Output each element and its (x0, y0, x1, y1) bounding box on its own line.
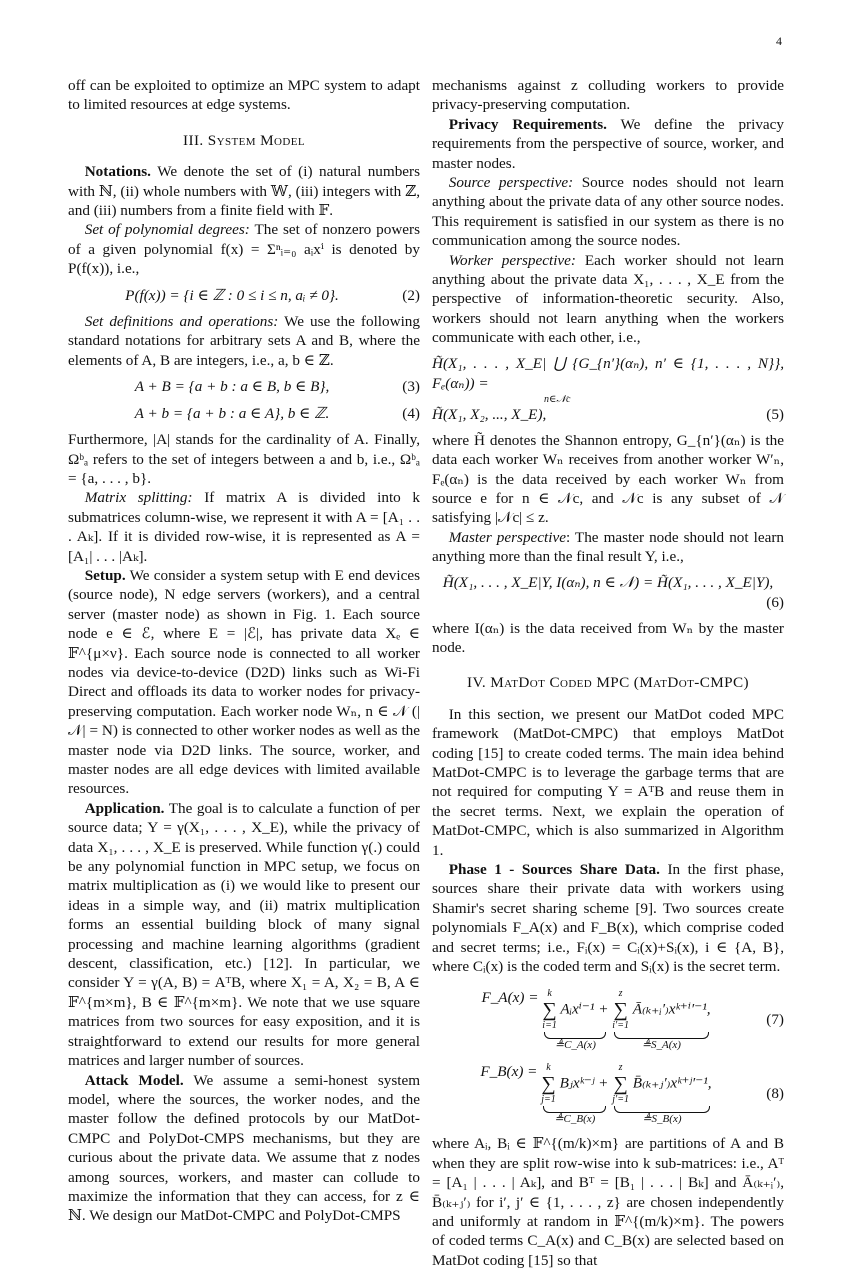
equation-number: (4) (402, 404, 420, 422)
equation-number: (8) (766, 1084, 784, 1102)
run-in-heading: Application. (84, 799, 165, 817)
paragraph: Furthermore, |A| stands for the cardinality of A. Finally, Ωᵇₐ refers to the set of integers between a and b, i.e., Ωᵇₐ = {a, . . . , b}. (68, 431, 420, 487)
paragraph-text: The set of nonzero powers of a given polynomial f(x) = Σⁿᵢ₌₀ aᵢxⁱ is denoted by P(f(x)), i.e., (68, 221, 420, 278)
equation-number: (7) (766, 1010, 784, 1028)
equation (432, 354, 784, 425)
page-number: 4 (776, 34, 782, 48)
paragraph (432, 860, 784, 976)
paragraph-text: : The master node should not learn anything more than the final result Y, i.e., (432, 528, 784, 566)
paragraph: where Aᵢ, Bᵢ ∈ 𝔽^{(m/k)×m} are partitions of A and B when they are split row-wise into k sub-matrices: i.e., Aᵀ = [A₁ | . . . | Aₖ], and Bᵀ = [B₁ | . . . | Bₖ] and Ā₍ₖ₊ᵢ′₎, B̄₍ₖ₊ⱼ′₎ for i′, j′ ∈ {1, . . . , z} are chosen independently and uniformly at random in 𝔽^{(m/k)×m}. The powers of coded terms C_A(x) and C_B(x) are selected based on MatDot coding [15] so that (432, 1135, 784, 1269)
equation-body: A + B = {a + b : a ∈ B, b ∈ B}, (134, 378, 330, 396)
equation-line: H̃(X₁, . . . , X_E| ⋃ {G_{n′}(αₙ), n′ ∈ {1, . . . , N}}, Fₑ(αₙ)) = (432, 354, 784, 392)
paragraph: mechanisms against z colluding workers to provide privacy-preserving computation. (432, 77, 784, 114)
paragraph (68, 220, 420, 278)
paragraph-text: Source nodes should not learn anything about the private data of any other source nodes. This requirement is satisfied in our system as there is no communication among the source nodes. (432, 174, 784, 250)
underbrace-secret (612, 1062, 711, 1125)
equation-body (432, 988, 760, 1051)
paragraph (68, 488, 420, 566)
equation-number: (3) (402, 378, 420, 396)
paragraph-text: Each worker should not learn anything about the private data X₁, . . . , X_E from the perspective of information-theoretic security. Also, workers should not learn anything when the workers communicate with each other, i.e., (432, 251, 784, 347)
paragraph-text: We consider a system setup with E end devices (source node), N edge servers (workers), and a central server (master node) as shown in Fig. 1. Each source node e ∈ ℰ, where E = |ℰ|, has private data Xₑ ∈ 𝔽^{μ×ν}. Each source node is connected to all worker nodes via device-to-device (D2D) links such as Wi-Fi Direct and offloads its data to worker nodes for privacy-preserving computation. Each worker node Wₙ, n ∈ 𝒩 (|𝒩| = N) is connected to other worker nodes as well as the master node via D2D links. The source, worker, and master nodes are all edge devices with limited available resources. (68, 566, 420, 798)
underbrace-label: ≜S_B(x) (642, 1112, 682, 1125)
paragraph-text: In the first phase, sources share their private data with workers using Shamir's secret sharing scheme [9]. Two sources create polynomials F_A(x) and F_B(x), which comprise coded and secret terms; i.e., Fᵢ(x) = Cᵢ(x)+Sᵢ(x), i ∈ {A, B}, where Cᵢ(x) is the coded term and Sᵢ(x) is the secret term. (432, 861, 785, 976)
equation-term: B̄₍ₖ₊ⱼ′₎xᵏ⁺ʲ′⁻¹, (632, 1074, 712, 1092)
run-in-heading: Set of polynomial degrees: (84, 221, 250, 239)
equation-term: Bⱼxᵏ⁻ʲ + (559, 1074, 609, 1092)
equation-number: (5) (766, 405, 784, 423)
run-in-heading: Set definitions and operations: (84, 313, 279, 331)
equation-line: H̃(X₁, . . . , X_E|Y, I(αₙ), n ∈ 𝒩) = H̃(X₁, . . . , X_E|Y), (442, 573, 774, 591)
paragraph (432, 173, 784, 251)
underbrace-label: ≜S_A(x) (641, 1038, 681, 1051)
underbrace-secret (612, 988, 710, 1051)
equation-number: (6) (766, 593, 784, 611)
paragraph (68, 566, 420, 799)
equation (68, 286, 420, 305)
union-subscript: n∈𝒩c (544, 393, 571, 405)
summation: k ∑ j=1 (541, 1061, 556, 1105)
underbrace-label: ≜C_A(x) (554, 1038, 596, 1051)
equation-lhs: F_B(x) = (480, 1062, 538, 1080)
section-heading: III. System Model (183, 131, 305, 149)
equation (432, 987, 784, 1051)
sum-upper: z (618, 987, 623, 999)
paragraph-text: We define the privacy requirements from the perspective of source, worker, and master nodes. (432, 115, 784, 172)
underbrace-coded (541, 1062, 608, 1125)
sum-lower: i=1 (542, 1019, 557, 1031)
equation-body: A + b = {a + b : a ∈ A}, b ∈ ℤ. (134, 404, 330, 422)
equation-line: H̃(X₁, X₂, ..., X_E), (432, 405, 547, 423)
sum-upper: k (547, 987, 552, 999)
paragraph-text: We assume a semi-honest system model, where the sources, the worker nodes, and the master follow the defined protocols by our MatDot-CMPC and PolyDot-CMPS mechanisms, but they are curious about the private data. We assume that z nodes among sources, workers, and master can collude to maximize the information that they can access, for z ∈ ℕ. We design our MatDot-CMPC and PolyDot-CMPS (68, 1071, 421, 1225)
underbrace-label: ≜C_B(x) (554, 1112, 596, 1125)
paragraph-text: If matrix A is divided into k submatrices column-wise, we represent it with A = [A₁ . . . Aₖ]. If it is divided row-wise, it is represented as A = [A₁| . . . |Aₖ]. (68, 489, 420, 565)
sum-lower: j=1 (541, 1093, 556, 1105)
run-in-heading: Matrix splitting: (84, 489, 193, 507)
sum-lower: j′=1 (612, 1093, 629, 1105)
run-in-heading: Privacy Requirements. (448, 115, 607, 133)
underbrace-coded (542, 988, 608, 1051)
paragraph (68, 312, 420, 370)
run-in-heading: Source perspective: (448, 174, 574, 192)
paragraph: where I(αₙ) is the data received from Wₙ by the master node. (432, 619, 784, 656)
equation-term: Ā₍ₖ₊ᵢ′₎xᵏ⁺ⁱ′⁻¹, (632, 1000, 711, 1018)
paragraph-text: We denote the set of (i) natural numbers with ℕ, (ii) whole numbers with 𝕎, (iii) integers with ℤ, and (iii) numbers from a finite field with 𝔽. (68, 163, 420, 220)
paragraph (68, 799, 420, 1071)
paragraph (432, 528, 784, 567)
paragraph: where H̃ denotes the Shannon entropy, G_{n′}(αₙ) is the data each worker Wₙ receives from another worker W′ₙ, Fₑ(αₙ) is the data received by each worker Wₙ from source e for n ∈ 𝒩c, and 𝒩c is any subset of 𝒩 satisfying |𝒩c| ≤ z. (432, 431, 784, 527)
right-column (432, 76, 784, 1270)
equation (432, 573, 784, 613)
equation (68, 377, 420, 396)
equation-body: P(f(x)) = {i ∈ ℤ : 0 ≤ i ≤ n, aᵢ ≠ 0}. (125, 286, 339, 304)
summation: k ∑ i=1 (542, 987, 557, 1031)
run-in-heading: Master perspective (448, 528, 566, 546)
run-in-heading: Phase 1 - Sources Share Data. (448, 861, 660, 878)
sum-upper: k (546, 1061, 551, 1073)
equation (432, 1061, 784, 1125)
run-in-heading: Worker perspective: (448, 251, 576, 269)
paragraph (432, 251, 784, 348)
equation-number: (2) (402, 286, 420, 304)
paragraph-text: We use the following standard notations for arbitrary sets A and B, where the elements of A, B are integers, i.e., a, b ∈ ℤ. (68, 313, 420, 369)
paragraph: off can be exploited to optimize an MPC system to adapt to limited resources at edge systems. (68, 77, 420, 114)
paragraph (68, 1071, 420, 1226)
sum-upper: z (618, 1061, 623, 1073)
summation: z ∑ j′=1 (612, 1061, 629, 1105)
equation-body (432, 1062, 760, 1125)
paragraph: In this section, we present our MatDot coded MPC framework (MatDot-CMPC) that employs MatDot coding [15] to create coded terms. The main idea behind MatDot-CMPC is to leverage the garbage terms that are not required for computing Y = AᵀB and reuse them in the secret terms. Next, we explain the operation of MatDot-CMPC, which is also summarized in Algorithm 1. (432, 705, 784, 859)
paragraph (432, 115, 784, 173)
equation-lhs: F_A(x) = (481, 988, 539, 1006)
run-in-heading: Notations. (84, 163, 151, 181)
left-column (68, 76, 420, 1226)
equation (68, 404, 420, 423)
summation: z ∑ i′=1 (612, 987, 629, 1031)
section-heading: IV. MatDot Coded MPC (MatDot-CMPC) (467, 674, 749, 692)
sum-lower: i′=1 (612, 1019, 629, 1031)
run-in-heading: Setup. (84, 566, 126, 584)
paragraph (68, 162, 420, 220)
equation-term: Aᵢxⁱ⁻¹ + (560, 1000, 609, 1018)
run-in-heading: Attack Model. (84, 1071, 184, 1089)
paragraph-text: The goal is to calculate a function of per source data; Y = γ(X₁, . . . , X_E), while the privacy of data X₁, . . . , X_E is preserved. While function γ(.) could be any polynomial function in MPC setup, we focus on matrix multiplication as (i) we would like to present our ideas in a simple way, and (ii) matrix multiplication forms an essential building block of many signal processing and machine learning algorithms (gradient descent, classification, etc.) [12]. In particular, we consider Y = γ(A, B) = AᵀB, where X₁ = A, X₂ = B, A ∈ 𝔽^{m×m}, B ∈ 𝔽^{m×m}. We note that we use square matrices from two sources for easy exposition, and it is straightforward to extend our results for more general matrices and larger number of sources. (68, 799, 420, 1070)
